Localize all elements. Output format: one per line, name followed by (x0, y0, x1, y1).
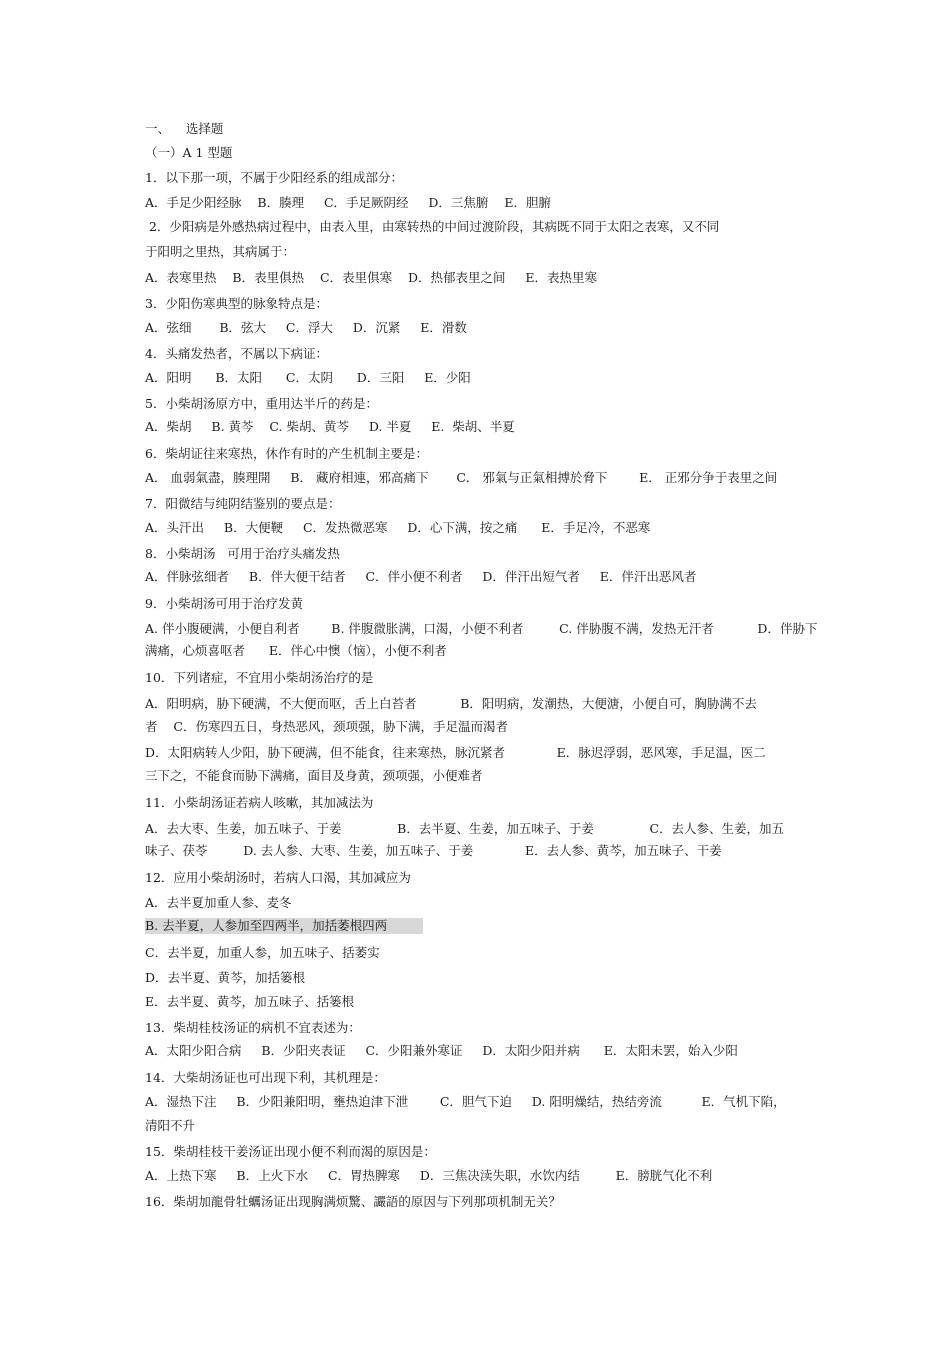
question-5: 5．小柴胡汤原方中，重用达半斤的药是： (145, 396, 378, 411)
question-10-options-d: D．太阳病转人少阳，胁下硬满，但不能食，往来寒热，脉沉紧者 E．脉迟浮弱，恶风寒，手足温，医二 (145, 745, 766, 760)
question-1-options: A．手足少阳经脉 B．腠理 C．手足厥阴经 D．三焦腑 E．胆腑 (145, 195, 551, 210)
question-12: 12．应用小柴胡汤时，若病人口渴，其加减应为 (145, 870, 411, 885)
question-10-options: A．阳明病，胁下硬满，不大便而呕，舌上白苔者 B．阳明病，发潮热，大便溏，小便自可，胸胁满不去 (145, 696, 757, 711)
question-2-cont: 于阳明之里热，其病属于： (145, 244, 296, 259)
question-9: 9．小柴胡汤可用于治疗发黄 (145, 596, 303, 611)
question-12-option-d: D．去半夏、黄芩，加括篓根 (145, 970, 306, 985)
question-15: 15．柴胡桂枝干姜汤证出现小便不利而渴的原因是： (145, 1144, 436, 1159)
question-13-options: A．太阳少阳合病 B．少阳夹表证 C．少阳兼外寒证 D．太阳少阳并病 E．太阳未罢，始入少阳 (145, 1043, 738, 1058)
question-3-options: A．弦细 B．弦大 C．浮大 D．沉紧 E．滑数 (145, 320, 467, 335)
question-9-options-cont: 满痛，心烦喜呕者 E．伴心中懊（恼），小便不利者 (145, 643, 447, 658)
question-10-options-cont: 者 C．伤寒四五日，身热恶风，颈项强，胁下满，手足温而渴者 (145, 719, 508, 734)
question-2: 2．少阳病是外感热病过程中，由表入里，由寒转热的中间过渡阶段，其病既不同于太阳之表寒，又不同 (145, 219, 720, 234)
question-8-options: A．伴脉弦细者 B．伴大便干结者 C．伴小便不利者 D．伴汗出短气者 E．伴汗出恶风者 (145, 569, 697, 584)
question-16: 16．柴胡加龍骨牡蠣汤证出现胸满烦驚、讝語的原因与下列那项机制无关？ (145, 1194, 561, 1209)
question-14-options-cont: 清阳不升 (145, 1118, 196, 1133)
question-7-options: A．头汗出 B．大便鞕 C．发热微恶寒 D．心下满，按之痛 E．手足冷，不恶寒 (145, 520, 651, 535)
question-5-options: A．柴胡 B. 黄芩 C. 柴胡、黄芩 D. 半夏 E. 柴胡、半夏 (145, 419, 515, 434)
question-7: 7．阳微结与纯阴结鉴别的要点是： (145, 496, 341, 511)
question-8: 8．小柴胡汤 可用于治疗头痛发热 (145, 546, 340, 561)
question-10-options-d-cont: 三下之，不能食而胁下满痛，面目及身黄，颈项强，小便难者 (145, 768, 483, 783)
question-4: 4．头痛发热者，不属以下病证： (145, 346, 328, 361)
question-6-options: A． 血弱氣盡，腠理開 B． 藏府相連，邪高痛下 C． 邪氣与正氣相搏於脅下 E． 正邪分争于表里之间 (145, 470, 778, 485)
question-11: 11．小柴胡汤证若病人咳嗽，其加减法为 (145, 795, 374, 810)
question-11-options: A．去大枣、生姜，加五味子、于姜 B．去半夏、生姜，加五味子、于姜 C．去人参、生姜，加五 (145, 821, 785, 836)
question-2-options: A．表寒里热 B．表里俱热 C．表里俱寒 D．热郁表里之间 E．表热里寒 (145, 270, 597, 285)
question-13: 13．柴胡桂枝汤证的病机不宜表述为： (145, 1020, 361, 1035)
question-12-option-c: C．去半夏，加重人参，加五味子、括萎实 (145, 945, 380, 960)
question-11-options-cont: 味子、茯苓 D. 去人参、大枣、生姜，加五味子、于姜 E．去人参、黄芩，加五味子、干姜 (145, 843, 722, 858)
section-heading: 一、 选择题 (145, 121, 224, 136)
question-10: 10．下列诸症，不宜用小柴胡汤治疗的是 (145, 670, 374, 685)
question-12-option-e: E．去半夏、黄芩，加五味子、括篓根 (145, 994, 355, 1009)
question-9-options: A. 伴小腹硬满，小便自利者 B. 伴腹微胀满，口渴，小便不利者 C. 伴胁腹不满，发热无汗者 D．伴胁下 (145, 621, 818, 636)
question-1: 1．以下那一项，不属于少阳经系的组成部分： (145, 170, 403, 185)
question-12-option-b-highlighted: B. 去半夏，人参加至四两半，加括萎根四两 (145, 918, 423, 934)
question-15-options: A．上热下寒 B．上火下水 C．胃热脾寒 D．三焦决渎失职，水饮内结 E．膀胱气化不利 (145, 1168, 713, 1183)
question-14: 14．大柴胡汤证也可出现下利，其机理是： (145, 1070, 386, 1085)
subsection-heading: （一）A 1 型题 (145, 145, 233, 160)
question-14-options: A．湿热下注 B．少阳兼阳明，壅热迫津下泄 C．胆气下迫 D. 阳明燥结，热结旁流 E．气机下陷， (145, 1094, 786, 1109)
question-12-option-a: A．去半夏加重人参、麦冬 (145, 895, 292, 910)
question-6: 6．柴胡证往来寒热，休作有时的产生机制主要是： (145, 446, 428, 461)
question-4-options: A．阳明 B．太阳 C．太阴 D．三阳 E．少阳 (145, 370, 471, 385)
question-3: 3．少阳伤寒典型的脉象特点是： (145, 296, 328, 311)
